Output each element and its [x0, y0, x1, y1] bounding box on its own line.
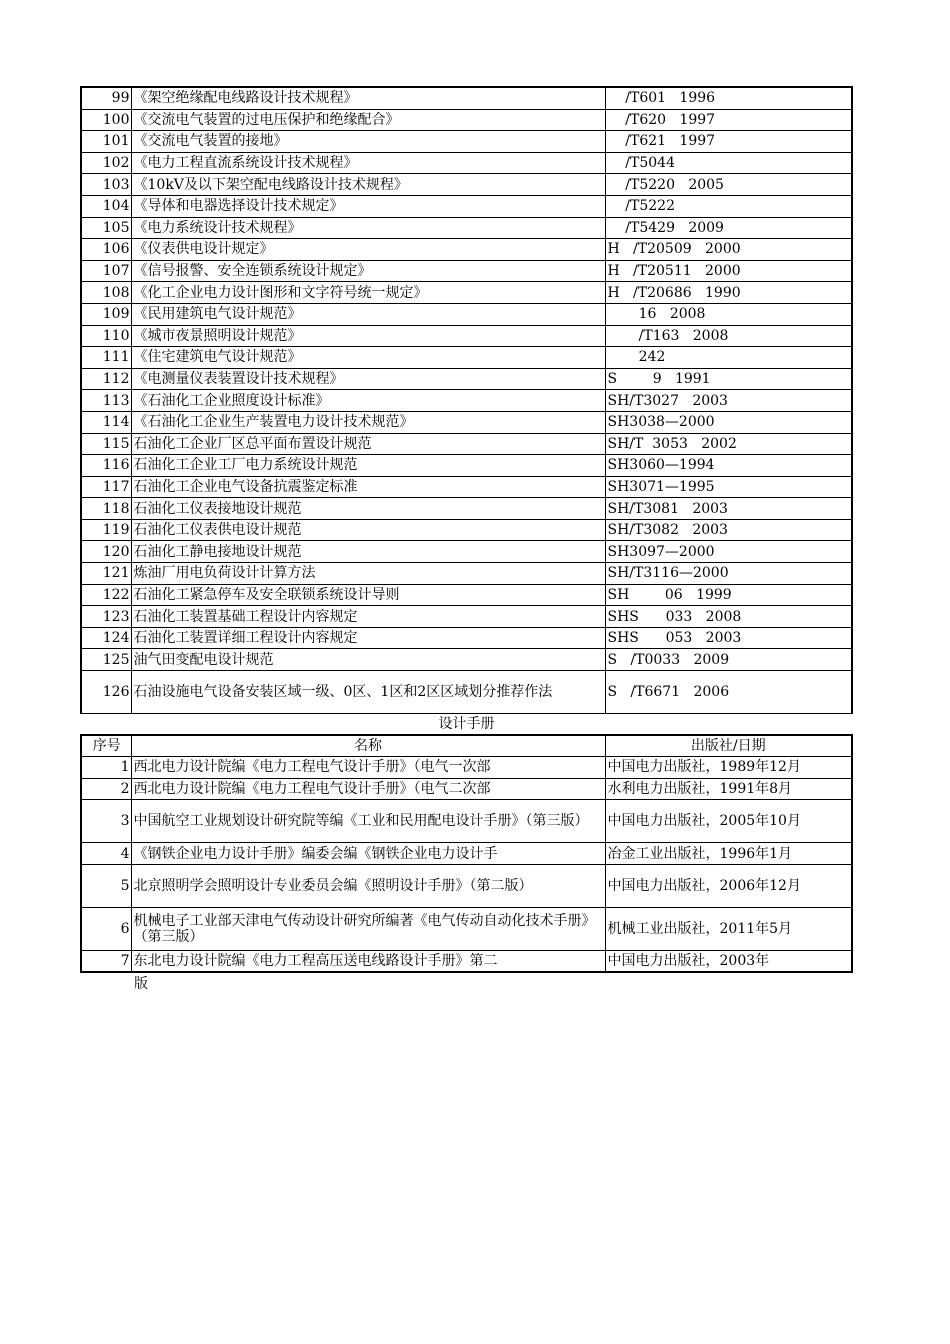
standard-code: 16 2008 [605, 303, 852, 325]
table-row [81, 325, 852, 347]
standard-name: 石油化工静电接地设计规范 [131, 541, 605, 563]
standard-name: 《电测量仪表装置设计技术规程》 [131, 368, 605, 390]
table-row [81, 757, 852, 779]
manual-name-text: 东北电力设计院编《电力工程高压送电线路设计手册》第二 [133, 953, 498, 970]
standard-number: 122 [81, 584, 131, 606]
manual-name-text: 西北电力设计院编《电力工程电气设计手册》（电气二次部 [133, 780, 491, 797]
standard-code: SHS 033 2008 [605, 606, 852, 628]
standard-name: 石油化工仪表供电设计规范 [131, 519, 605, 541]
standard-code: /T601 1996 [605, 87, 852, 109]
table-row [81, 195, 852, 217]
table-row [81, 368, 852, 390]
standard-code: /T621 1997 [605, 131, 852, 153]
manual-name-text: 北京照明学会照明设计专业委员会编《照明设计手册》（第二版） [133, 877, 533, 894]
table-row [81, 411, 852, 433]
standard-code: SH3038—2000 [605, 411, 852, 433]
standard-number: 109 [81, 303, 131, 325]
standard-number: 102 [81, 152, 131, 174]
table-row [81, 606, 852, 628]
standard-name: 《仪表供电设计规定》 [131, 239, 605, 261]
standard-code: H /T20511 2000 [605, 260, 852, 282]
standard-code: SHS 053 2003 [605, 627, 852, 649]
standard-name: 炼油厂用电负荷设计计算方法 [131, 563, 605, 585]
standard-code: SH/T 3053 2002 [605, 433, 852, 455]
table-row [81, 433, 852, 455]
manual-publisher: 中国电力出版社，2005年10月 [605, 800, 852, 843]
table-row [81, 627, 852, 649]
standard-name: 石油化工装置详细工程设计内容规定 [131, 627, 605, 649]
standard-number: 104 [81, 195, 131, 217]
standard-code: SH/T3116—2000 [605, 563, 852, 585]
manual-number: 2 [81, 778, 131, 800]
table-row [81, 87, 852, 109]
table-row [81, 239, 852, 261]
standard-number: 113 [81, 390, 131, 412]
manual-name-text: 机械电子工业部天津电气传动设计研究所编著《电气传动自动化技术手册》（第三版） [133, 912, 596, 945]
manual-publisher: 冶金工业出版社，1996年1月 [605, 843, 852, 865]
manual-number: 5 [81, 864, 131, 907]
standard-name: 《电力工程直流系统设计技术规程》 [131, 152, 605, 174]
standard-number: 101 [81, 131, 131, 153]
standard-name: 《城市夜景照明设计规范》 [131, 325, 605, 347]
manual-number: 1 [81, 757, 131, 779]
standard-code: /T5044 [605, 152, 852, 174]
manual-publisher: 水利电力出版社，1991年8月 [605, 778, 852, 800]
standard-code: /T5429 2009 [605, 217, 852, 239]
standard-name: 石油化工紧急停车及安全联锁系统设计导则 [131, 584, 605, 606]
standard-code: SH3060—1994 [605, 455, 852, 477]
standard-name: 《信号报警、安全连锁系统设计规定》 [131, 260, 605, 282]
table-row [81, 907, 852, 950]
standard-name: 《交流电气装置的过电压保护和绝缘配合》 [131, 109, 605, 131]
standard-name: 《住宅建筑电气设计规范》 [131, 347, 605, 369]
standard-number: 107 [81, 260, 131, 282]
standard-name: 石油化工装置基础工程设计内容规定 [131, 606, 605, 628]
manual-name-text: 中国航空工业规划设计研究院等编《工业和民用配电设计手册》（第三版） [133, 813, 589, 830]
table-row [81, 131, 852, 153]
standard-number: 114 [81, 411, 131, 433]
standard-number: 120 [81, 541, 131, 563]
standard-number: 123 [81, 606, 131, 628]
standard-number: 117 [81, 476, 131, 498]
standard-name: 《导体和电器选择设计技术规定》 [131, 195, 605, 217]
manual-name [131, 907, 605, 950]
standard-name: 石油设施电气设备安装区域一级、0区、1区和2区区域划分推荐作法 [131, 671, 605, 714]
standard-name: 《交流电气装置的接地》 [131, 131, 605, 153]
standard-code: SH3071—1995 [605, 476, 852, 498]
standard-name: 《10kV及以下架空配电线路设计技术规程》 [131, 174, 605, 196]
table-row [81, 950, 852, 972]
standard-code: /T620 1997 [605, 109, 852, 131]
standard-number: 108 [81, 282, 131, 304]
manual-name-text: 西北电力设计院编《电力工程电气设计手册》（电气一次部 [133, 759, 491, 776]
standard-number: 118 [81, 498, 131, 520]
table-row [81, 498, 852, 520]
manual-name [131, 843, 605, 865]
standard-number: 119 [81, 519, 131, 541]
standard-name: 《石油化工企业照度设计标准》 [131, 390, 605, 412]
standard-code: SH/T3082 2003 [605, 519, 852, 541]
standard-code: SH 06 1999 [605, 584, 852, 606]
table-row [81, 390, 852, 412]
standards-table [80, 86, 853, 973]
standard-name: 《架空绝缘配电线路设计技术规程》 [131, 87, 605, 109]
standard-number: 121 [81, 563, 131, 585]
standard-code: S 9 1991 [605, 368, 852, 390]
table-row [81, 541, 852, 563]
standard-code: 242 [605, 347, 852, 369]
standard-code: /T5220 2005 [605, 174, 852, 196]
standard-name: 《石油化工企业生产装置电力设计技术规范》 [131, 411, 605, 433]
table-row [81, 519, 852, 541]
manual-publisher: 中国电力出版社，1989年12月 [605, 757, 852, 779]
manual-name [131, 950, 605, 972]
standard-code: H /T20509 2000 [605, 239, 852, 261]
standard-name: 石油化工企业电气设备抗震鉴定标准 [131, 476, 605, 498]
table-row [81, 778, 852, 800]
table-row [81, 649, 852, 671]
table-row [81, 843, 852, 865]
standard-name: 石油化工仪表接地设计规范 [131, 498, 605, 520]
table-row [81, 303, 852, 325]
table-row [81, 260, 852, 282]
standard-code: SH3097—2000 [605, 541, 852, 563]
standard-number: 110 [81, 325, 131, 347]
manual-number: 6 [81, 907, 131, 950]
manual-name [131, 800, 605, 843]
standard-code: /T163 2008 [605, 325, 852, 347]
standard-code: H /T20686 1990 [605, 282, 852, 304]
table-row [81, 671, 852, 714]
standard-number: 115 [81, 433, 131, 455]
manual-name [131, 864, 605, 907]
manual-name [131, 757, 605, 779]
manual-number: 3 [81, 800, 131, 843]
table-row [81, 563, 852, 585]
standard-name: 石油化工企业厂区总平面布置设计规范 [131, 433, 605, 455]
manual-number: 7 [81, 950, 131, 972]
table-row [81, 800, 852, 843]
spreadsheet [80, 86, 851, 973]
header-row [81, 735, 852, 757]
standard-name: 《民用建筑电气设计规范》 [131, 303, 605, 325]
standard-number: 105 [81, 217, 131, 239]
table-row [81, 174, 852, 196]
standard-code: S /T0033 2009 [605, 649, 852, 671]
standard-number: 106 [81, 239, 131, 261]
standard-name: 《化工企业电力设计图形和文字符号统一规定》 [131, 282, 605, 304]
manual-name [131, 778, 605, 800]
header-name: 名称 [131, 735, 605, 757]
standard-number: 103 [81, 174, 131, 196]
table-row [81, 152, 852, 174]
section-row [81, 714, 852, 736]
table-row [81, 109, 852, 131]
table-row [81, 584, 852, 606]
manual-publisher: 机械工业出版社，2011年5月 [605, 907, 852, 950]
standard-code: SH/T3027 2003 [605, 390, 852, 412]
table-row [81, 217, 852, 239]
manual-publisher: 中国电力出版社，2003年 [605, 950, 852, 972]
standard-name: 油气田变配电设计规范 [131, 649, 605, 671]
header-no: 序号 [81, 735, 131, 757]
standard-number: 125 [81, 649, 131, 671]
standard-number: 100 [81, 109, 131, 131]
standard-number: 126 [81, 671, 131, 714]
standard-number: 112 [81, 368, 131, 390]
standard-number: 124 [81, 627, 131, 649]
manual-number: 4 [81, 843, 131, 865]
table-row [81, 476, 852, 498]
standard-name: 石油化工企业工厂电力系统设计规范 [131, 455, 605, 477]
manual-publisher: 中国电力出版社，2006年12月 [605, 864, 852, 907]
standard-number: 116 [81, 455, 131, 477]
standard-code: SH/T3081 2003 [605, 498, 852, 520]
overflow-text: 版 [134, 976, 148, 992]
table-row [81, 864, 852, 907]
section-title: 设计手册 [81, 714, 852, 736]
standard-name: 《电力系统设计技术规程》 [131, 217, 605, 239]
standard-number: 111 [81, 347, 131, 369]
header-publisher: 出版社/日期 [605, 735, 852, 757]
table-row [81, 347, 852, 369]
manual-name-text: 《钢铁企业电力设计手册》编委会编《钢铁企业电力设计手 [133, 845, 498, 862]
standard-code: /T5222 [605, 195, 852, 217]
table-row [81, 455, 852, 477]
standard-number: 99 [81, 87, 131, 109]
standard-code: S /T6671 2006 [605, 671, 852, 714]
table-row [81, 282, 852, 304]
